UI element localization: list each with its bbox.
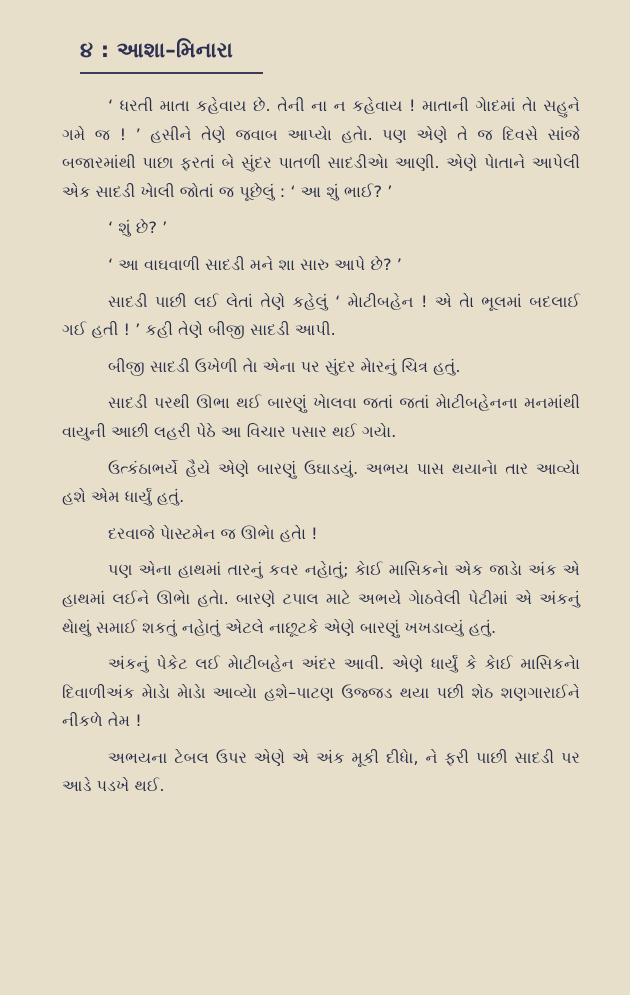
header-underline: [80, 72, 263, 74]
chapter-header: ૪ : આશા–મિનારા: [80, 38, 233, 62]
body-text: [62, 92, 580, 809]
paragraph: દરવાજે પેાસ્ટમેન જ ઊભેા હતેા !: [108, 523, 318, 543]
paragraph: સાદડી પરથી ઊભા થઈ બારણું ખેાલવા જતાં જતાં મેાટીબહેનના મનમાંથી વાયુની આછી લહરી પેઠે આ વિચાર પસાર થઈ ગયેા.: [62, 393, 580, 441]
paragraph: બીજી સાદડી ઉખેળી તેા એના પર સુંદર મેારનું ચિત્ર હતું.: [108, 356, 461, 376]
paragraph: ‘ આ વાઘવાળી સાદડી મને શા સારુ આપે છે? ’: [108, 254, 402, 274]
paragraph: ‘ ધરતી માતા કહેવાય છે. તેની ના ન કહેવાય ! માતાની ગેાદમાં તેા સહુને ગમે જ ! ’ હસીને તેણે જવાબ આપ્યેા હતેા. પણ એણે તે જ દિવસે સાંજે બજારમાંથી પાછા ફરતાં બે સુંદર પાતળી સાદડીએા આણી. એણે પેાતાને આપેલી એક સાદડી ખેાલી જોતાં જ પૂછેલું : ‘ આ શું ભાઈ? ’: [62, 96, 580, 201]
paragraph: ઉત્કંઠાભર્યે હૈયે એણે બારણું ઉઘાડયું. અભય પાસ થયાનેા તાર આવ્યેા હશે એમ ધાર્યું હતું.: [62, 458, 580, 507]
paragraph: ‘ શું છે? ’: [108, 218, 168, 238]
paragraph: પણ એના હાથમાં તારનું કવર નહેાતું; કેાઈ માસિકનેા એક જાડેા અંક એ હાથમાં લઈને ઊભેા હતેા. બારણે ટપાલ માટે અભયે ગેાઠવેલી પેટીમાં એ અંકનું થેાથું સમાઈ શકતું નહેાતું એટલે નાછૂટકે એણે બારણું ખખડાવ્યું હતું.: [62, 560, 580, 637]
paragraph: અભયના ટેબલ ઉપર એણે એ અંક મૂકી દીધેા, ને ફરી પાછી સાદડી પર આડે પડખે થઈ.: [62, 747, 580, 796]
paragraph: સાદડી પાછી લઈ લેતાં તેણે કહેલું ‘ મેાટીબહેન ! એ તેા ભૂલમાં બદલાઈ ગઈ હતી ! ’ કહી તેણે બીજી સાદડી આપી.: [62, 291, 580, 340]
paragraph: અંકનું પેકેટ લઈ મેાટીબહેન અંદર આવી. એણે ધાર્યું કે કેાઈ માસિકનેા દિવાળીઅંક મેાડેા મેાડેા આવ્યેા હશે–પાટણ ઉજ્જડ થયા પછી શેઠ શણગારાઈને નીકળે તેમ !: [62, 654, 580, 731]
